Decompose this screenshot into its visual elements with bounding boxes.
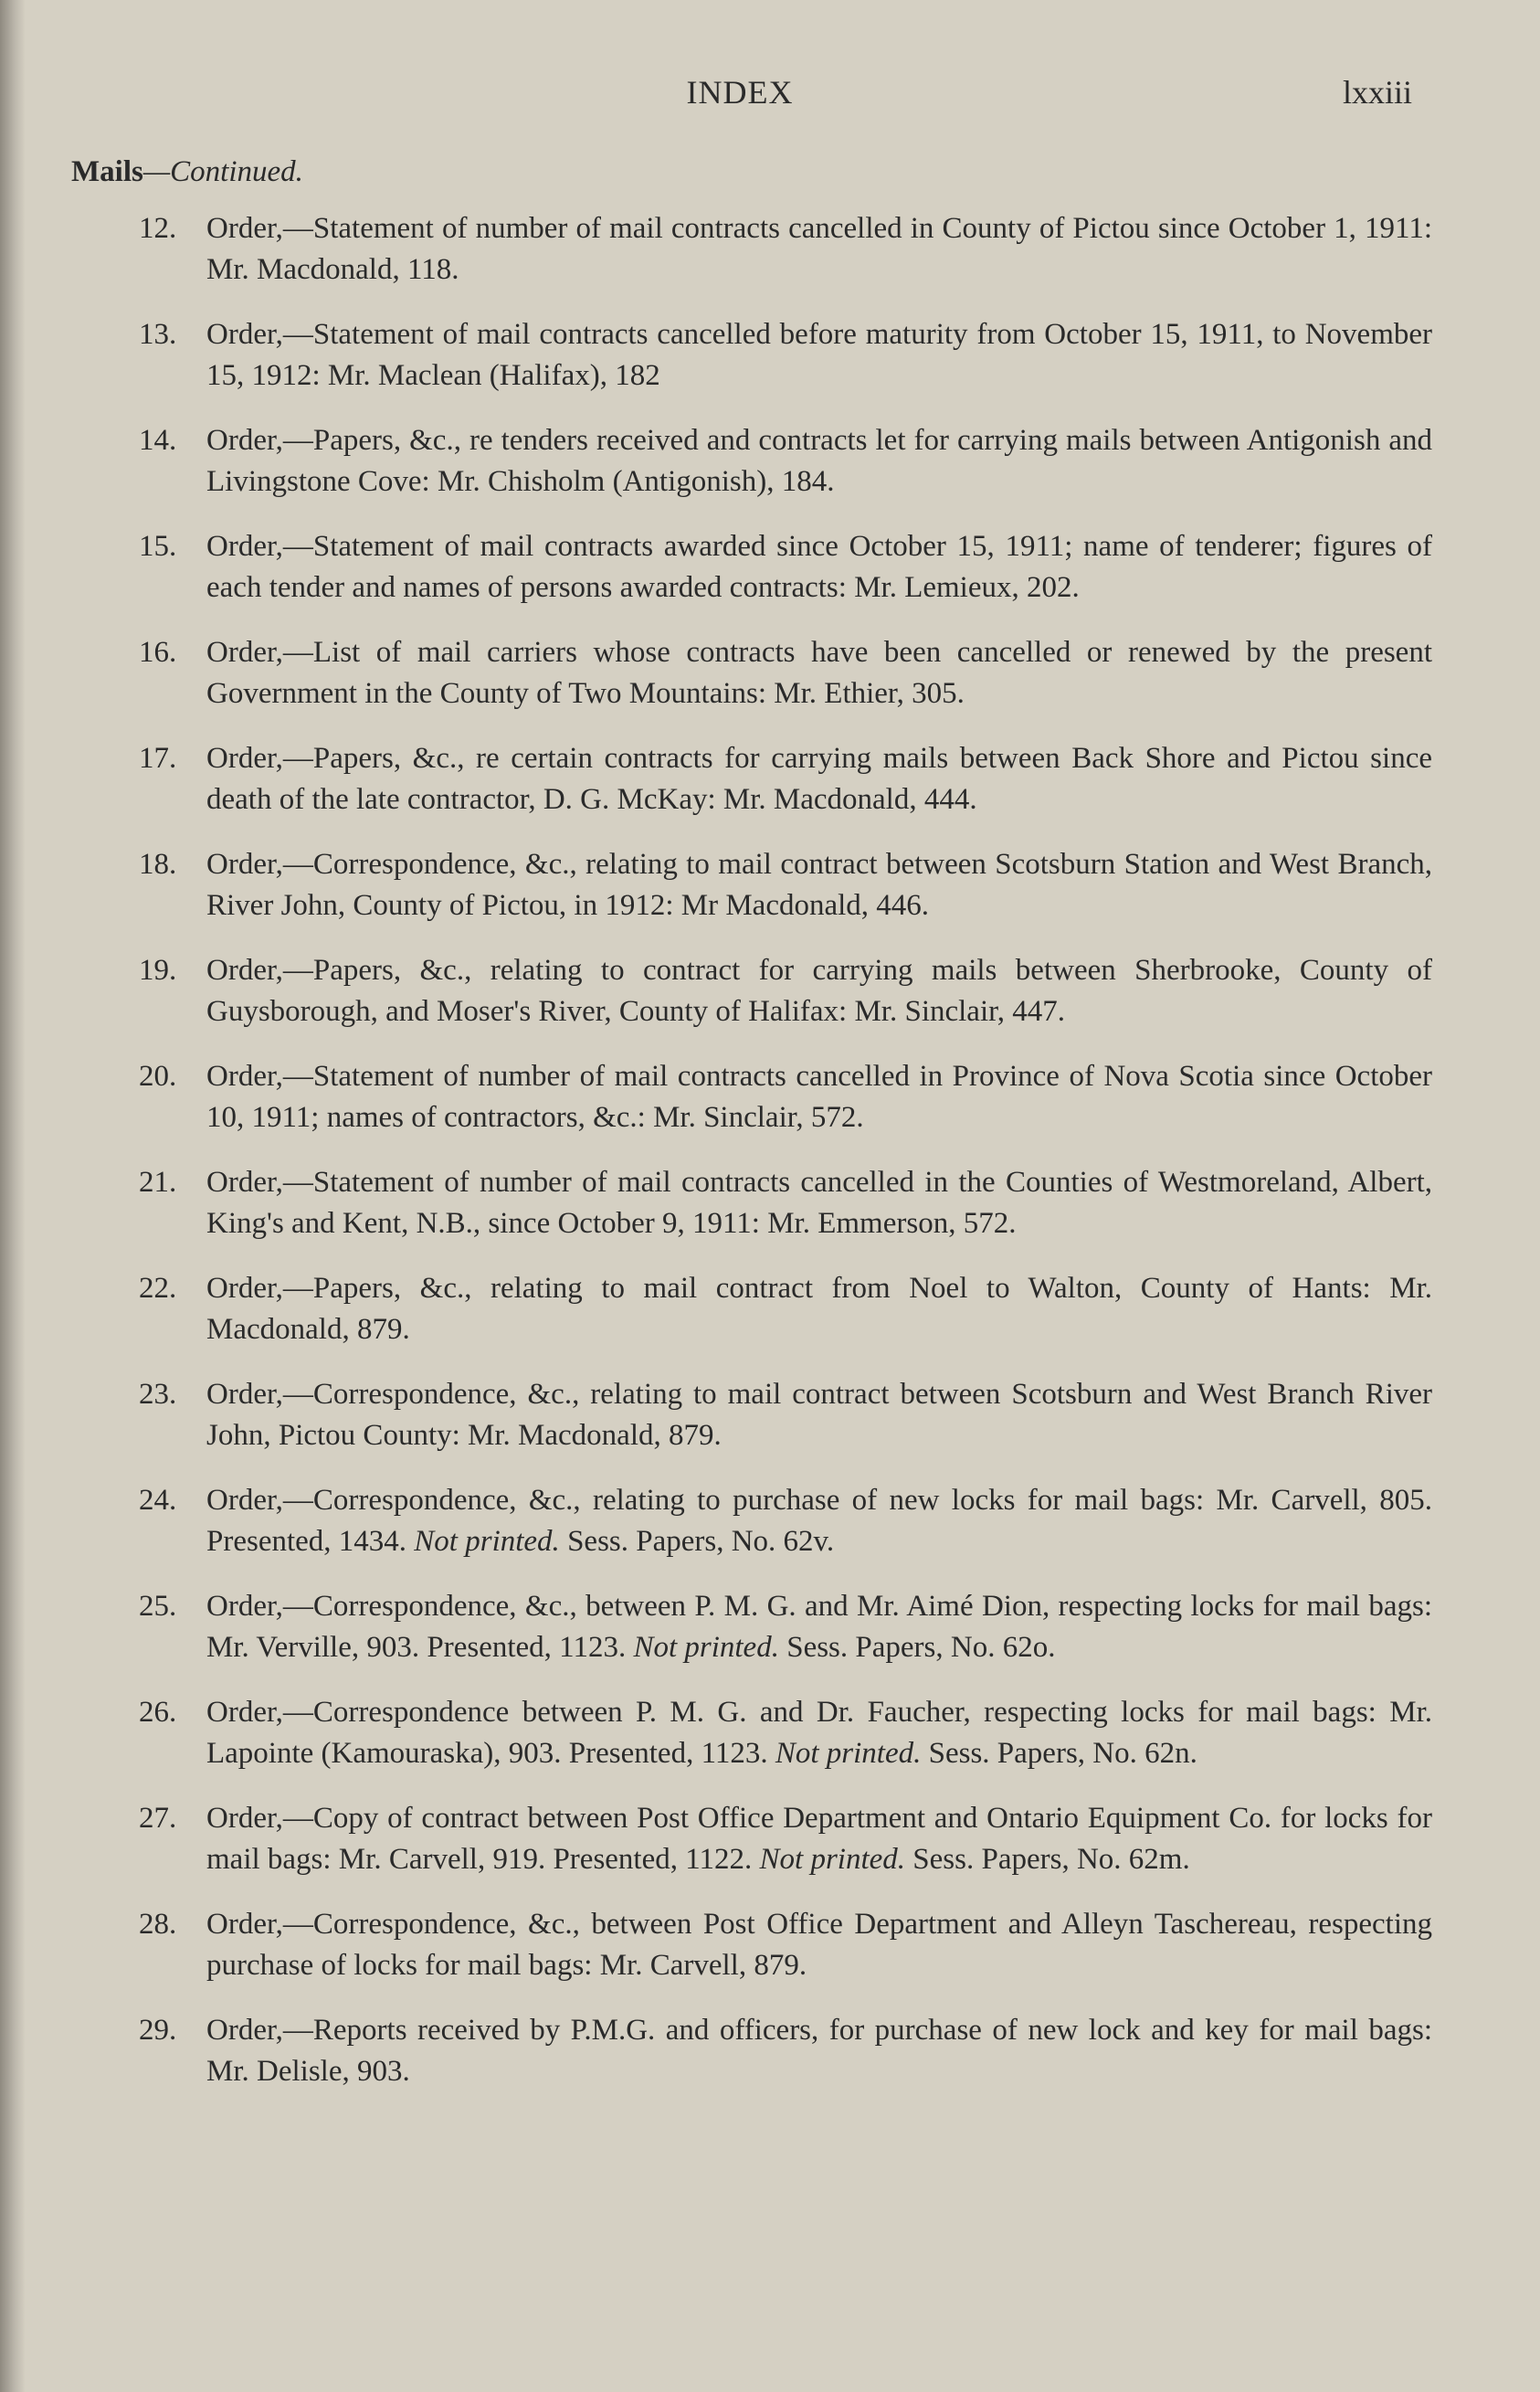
entry-number: 15. <box>139 530 177 563</box>
entry-text: Order,—Papers, &c., re tenders received and contracts let for carrying mails between Antigonish and Livingstone Cove: Mr. Chisholm (Antigonish), 184. <box>206 424 1432 498</box>
entry-text: Order,—Papers, &c., relating to contract for carrying mails between Sherbrooke, County of Guysborough, and Moser's River, County of Halifax: Mr. Sinclair, 447. <box>206 954 1432 1028</box>
index-entry-28 <box>0 1904 1540 1986</box>
entry-text: Order,—Correspondence, &c., relating to mail contract between Scotsburn Station and West Branch, River John, County of Pictou, in 1912: Mr Macdonald, 446. <box>206 848 1432 922</box>
entry-text: Order,—Papers, &c., re certain contracts for carrying mails between Back Shore and Pictou since death of the late contractor, D. G. McKay: Mr. Macdonald, 444. <box>206 742 1432 816</box>
entry-text: Order,—Correspondence, &c., relating to mail contract between Scotsburn and West Branch River John, Pictou County: Mr. Macdonald, 879. <box>206 1378 1432 1452</box>
entry-text <box>206 1590 1432 1664</box>
index-entry-13 <box>0 314 1540 397</box>
index-entry-24 <box>0 1480 1540 1562</box>
entry-number: 26. <box>139 1696 177 1729</box>
entry-number: 21. <box>139 1166 177 1199</box>
entry-text: Order,—Statement of mail contracts awarded since October 15, 1911; name of tenderer; figures of each tender and names of persons awarded contracts: Mr. Lemieux, 202. <box>206 530 1432 604</box>
index-entry-14 <box>0 420 1540 503</box>
page-header <box>0 73 1540 128</box>
entry-number: 27. <box>139 1802 177 1835</box>
index-entry-26 <box>0 1692 1540 1774</box>
entry-text <box>206 1696 1432 1770</box>
entry-main-text: Order,—Correspondence, &c., between P. M. G. and Mr. Aimé Dion, respecting locks for mail bags: Mr. Verville, 903. Presented, 1123. <box>206 1590 1432 1664</box>
entry-text: Order,—Statement of number of mail contracts cancelled in the Counties of Westmoreland, Albert, King's and Kent, N.B., since October 9, 1911: Mr. Emmerson, 572. <box>206 1166 1432 1240</box>
index-entry-22 <box>0 1268 1540 1350</box>
entry-text: Order,—List of mail carriers whose contracts have been cancelled or renewed by the present Government in the County of Two Mountains: Mr. Ethier, 305. <box>206 636 1432 710</box>
entry-main-text: Order,—Copy of contract between Post Office Department and Ontario Equipment Co. for locks for mail bags: Mr. Carvell, 919. Presented, 1122. <box>206 1802 1432 1876</box>
index-entry-17 <box>0 738 1540 820</box>
index-entry-12 <box>0 208 1540 291</box>
index-entry-23 <box>0 1374 1540 1456</box>
section-continued: —Continued. <box>142 155 303 188</box>
index-entry-16 <box>0 632 1540 714</box>
entry-number: 16. <box>139 636 177 669</box>
entry-number: 24. <box>139 1484 177 1517</box>
entry-number: 29. <box>139 2014 177 2047</box>
entry-main-text: Order,—Correspondence between P. M. G. and Dr. Faucher, respecting locks for mail bags: Mr. Lapointe (Kamouraska), 903. Presented, 1123. <box>206 1696 1432 1770</box>
entry-number: 14. <box>139 424 177 457</box>
entry-number: 20. <box>139 1060 177 1093</box>
entry-sess-papers: Sess. Papers, No. 62m. <box>912 1843 1190 1876</box>
index-entry-29 <box>0 2010 1540 2092</box>
entry-text <box>206 1802 1432 1876</box>
entry-not-printed: Not printed. <box>775 1737 922 1770</box>
entry-number: 17. <box>139 742 177 775</box>
index-entry-25 <box>0 1586 1540 1668</box>
page-number: lxxiii <box>1342 74 1412 111</box>
index-entry-15 <box>0 526 1540 609</box>
section-title: Mails <box>71 155 143 188</box>
entry-number: 12. <box>139 212 177 245</box>
entry-number: 18. <box>139 848 177 881</box>
entry-number: 13. <box>139 318 177 351</box>
entry-text: Order,—Correspondence, &c., between Post Office Department and Alleyn Taschereau, respecting purchase of locks for mail bags: Mr. Carvell, 879. <box>206 1908 1432 1982</box>
index-entries <box>0 208 1540 2116</box>
entry-number: 23. <box>139 1378 177 1411</box>
index-entry-27 <box>0 1798 1540 1880</box>
index-entry-20 <box>0 1056 1540 1138</box>
entry-text: Order,—Statement of number of mail contracts cancelled in County of Pictou since October 1, 1911: Mr. Macdonald, 118. <box>206 212 1432 286</box>
entry-number: 28. <box>139 1908 177 1941</box>
entry-sess-papers: Sess. Papers, No. 62n. <box>928 1737 1197 1770</box>
entry-text: Order,—Statement of number of mail contracts cancelled in Province of Nova Scotia since October 10, 1911; names of contractors, &c.: Mr. Sinclair, 572. <box>206 1060 1432 1134</box>
index-entry-19 <box>0 950 1540 1032</box>
running-title: INDEX <box>686 74 794 111</box>
entry-main-text: Order,—Correspondence, &c., relating to purchase of new locks for mail bags: Mr. Carvell, 805. Presented, 1434. <box>206 1484 1432 1558</box>
entry-not-printed: Not printed. <box>414 1525 560 1558</box>
entry-text: Order,—Reports received by P.M.G. and officers, for purchase of new lock and key for mail bags: Mr. Delisle, 903. <box>206 2014 1432 2088</box>
entry-text: Order,—Papers, &c., relating to mail contract from Noel to Walton, County of Hants: Mr. Macdonald, 879. <box>206 1272 1432 1346</box>
entry-sess-papers: Sess. Papers, No. 62v. <box>567 1525 835 1558</box>
entry-not-printed: Not printed. <box>759 1843 906 1876</box>
entry-number: 19. <box>139 954 177 987</box>
entry-not-printed: Not printed. <box>633 1631 779 1664</box>
entry-text: Order,—Statement of mail contracts cancelled before maturity from October 15, 1911, to November 15, 1912: Mr. Maclean (Halifax), 182 <box>206 318 1432 392</box>
entry-sess-papers: Sess. Papers, No. 62o. <box>786 1631 1056 1664</box>
entry-text <box>206 1484 1432 1558</box>
entry-number: 22. <box>139 1272 177 1305</box>
section-heading <box>71 155 303 189</box>
entry-number: 25. <box>139 1590 177 1623</box>
index-entry-18 <box>0 844 1540 926</box>
index-entry-21 <box>0 1162 1540 1244</box>
